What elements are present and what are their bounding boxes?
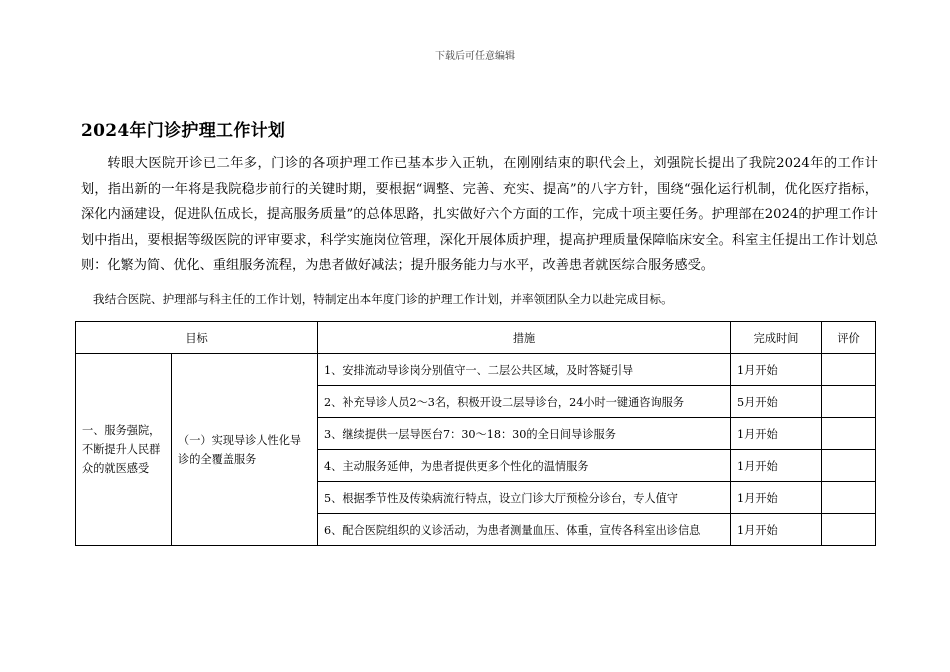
eval-cell — [822, 450, 876, 482]
header-eval: 评价 — [822, 322, 876, 354]
summary-paragraph: 我结合医院、护理部与科主任的工作计划，特制定出本年度门诊的护理工作计划，并率领团队全力以赴完成目标。 — [93, 292, 673, 306]
header-measure: 措施 — [318, 322, 731, 354]
table-row — [76, 354, 876, 386]
eval-cell — [822, 386, 876, 418]
time-cell: 1月开始 — [731, 418, 822, 450]
measure-cell: 1、安排流动导诊岗分别值守一、二层公共区域，及时答疑引导 — [318, 354, 731, 386]
time-cell: 1月开始 — [731, 482, 822, 514]
time-cell: 5月开始 — [731, 386, 822, 418]
measure-cell: 6、配合医院组织的义诊活动，为患者测量血压、体重，宣传各科室出诊信息 — [318, 514, 731, 546]
time-cell: 1月开始 — [731, 450, 822, 482]
time-cell: 1月开始 — [731, 514, 822, 546]
eval-cell — [822, 482, 876, 514]
eval-cell — [822, 418, 876, 450]
page-title: 2024年门诊护理工作计划 — [81, 121, 286, 141]
header-note: 下载后可任意编辑 — [435, 51, 515, 62]
goal-cell: 一、服务强院，不断提升人民群众的就医感受 — [76, 354, 172, 546]
measure-cell: 4、主动服务延伸，为患者提供更多个性化的温情服务 — [318, 450, 731, 482]
measure-cell: 3、继续提供一层导医台7：30～18：30的全日间导诊服务 — [318, 418, 731, 450]
measure-cell: 2、补充导诊人员2～3名，积极开设二层导诊台，24小时一键通咨询服务 — [318, 386, 731, 418]
plan-table — [75, 321, 876, 546]
eval-cell — [822, 514, 876, 546]
subgoal-cell: （一）实现导诊人性化导诊的全覆盖服务 — [172, 354, 318, 546]
intro-paragraph: 转眼大医院开诊已二年多，门诊的各项护理工作已基本步入正轨，在刚刚结束的职代会上，刘强院长提出了我院2024年的工作计划，指出新的一年将是我院稳步前行的关键时期，要根据“调整、完善、充实、提高”的八字方针，围绕“强化运行机制，优化医疗指标，深化内涵建设，促进队伍成长，提高服务质量”的总体思路，扎实做好六个方面的工作，完成十项主要任务。护理部在2024的护理工作计划中指出，要根据等级医院的评审要求，科学实施岗位管理，深化开展体质护理，提高护理质量保障临床安全。科室主任提出工作计划总则：化繁为简、优化、重组服务流程，为患者做好减法；提升服务能力与水平，改善患者就医综合服务感受。 — [81, 156, 878, 273]
header-time: 完成时间 — [731, 322, 822, 354]
time-cell: 1月开始 — [731, 354, 822, 386]
table-header-row — [76, 322, 876, 354]
eval-cell — [822, 354, 876, 386]
measure-cell: 5、根据季节性及传染病流行特点，设立门诊大厅预检分诊台，专人值守 — [318, 482, 731, 514]
header-goal: 目标 — [76, 322, 318, 354]
